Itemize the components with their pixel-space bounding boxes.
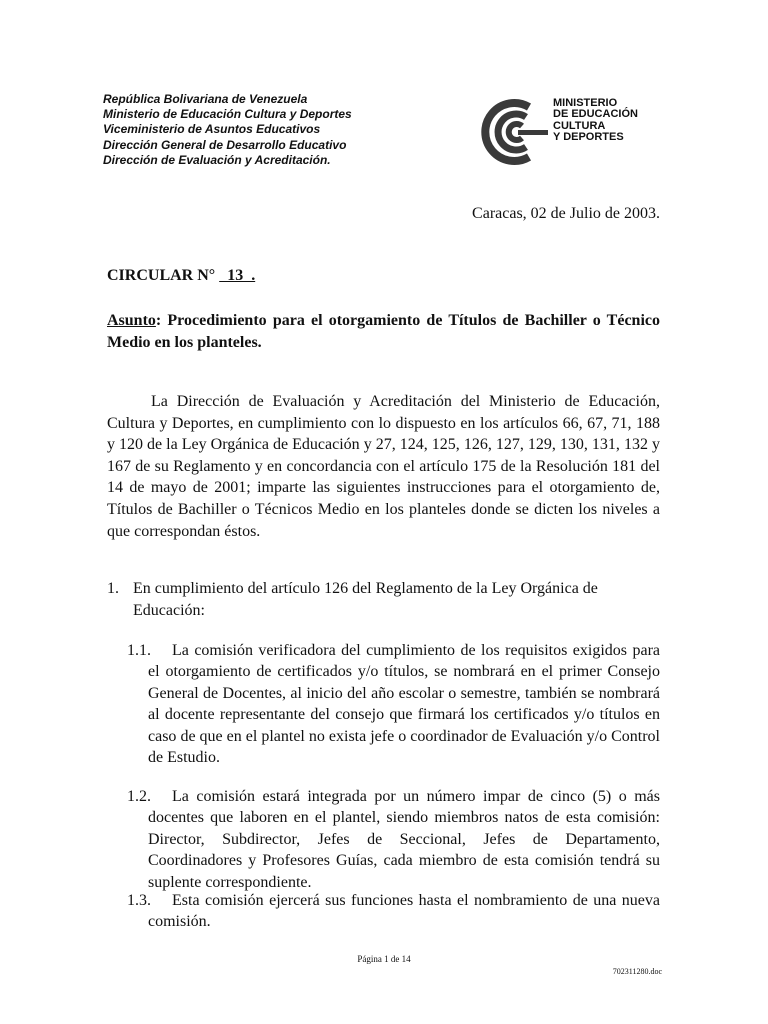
list-item-number: 1.: [107, 580, 119, 597]
sub-list-item: [127, 890, 660, 933]
sub-list-item-number: 1.1.: [127, 642, 151, 659]
intro-paragraph: La Dirección de Evaluación y Acreditación del Ministerio de Educación, Cultura y Deportes, en cumplimiento con lo dispuesto en los artículos 66, 67, 71, 188 y 120 de la Ley Orgánica de Educación y 27, 124, 125, 126, 127, 129, 130, 131, 132 y 167 de su Reglamento y en concordancia con el artículo 175 de la Resolución 181 del 14 de mayo de 2001; imparte las siguientes instrucciones para el otorgamiento de, Títulos de Bachiller o Técnicos Medio en los planteles donde se dicten los niveles a que correspondan éstos.: [107, 393, 660, 540]
sub-list-item-number: 1.3.: [127, 892, 151, 909]
institution-header: [103, 92, 443, 168]
list-item-text: En cumplimiento del artículo 126 del Reglamento de la Ley Orgánica de Educación:: [133, 580, 598, 619]
subject-label: Asunto: [107, 312, 156, 329]
ministry-emblem-icon: [474, 95, 550, 169]
ministry-logo: [474, 95, 674, 169]
page-number: Página 1 de 14: [357, 954, 411, 964]
logo-text: [553, 98, 638, 144]
logo-text-line: DE EDUCACIÓN: [553, 108, 638, 121]
logo-text-line: Y DEPORTES: [553, 131, 624, 144]
logo-text-line: MINISTERIO: [553, 97, 618, 109]
subject-text: : Procedimiento para el otorgamiento de Títulos de Bachiller o Técnico Medio en los planteles.: [107, 312, 660, 351]
header-line: Ministerio de Educación Cultura y Deportes: [103, 107, 352, 122]
list-item: [107, 578, 660, 621]
header-line: Dirección de Evaluación y Acreditación.: [103, 152, 331, 167]
logo-text-line: CULTURA: [553, 119, 606, 132]
document-date: Caracas, 02 de Julio de 2003.: [472, 205, 660, 222]
sub-list-item-text: Esta comisión ejercerá sus funciones hasta el nombramiento de una nueva comisión.: [148, 892, 660, 931]
header-line: Viceministerio de Asuntos Educativos: [103, 122, 321, 137]
sub-list-item: [127, 640, 660, 768]
sub-list-item-text: La comisión verificadora del cumplimiento de los requisitos exigidos para el otorgamiento de certificados y/o títulos, se nombrará en el primer Consejo General de Docentes, al inicio del año escolar o semestre, también se nombrará al docente representante del consejo que firmará los certificados y/o títulos en caso de que en el plantel no exista jefe o coordinador de Evaluación y/o Control de Estudio.: [148, 642, 660, 767]
header-line: Dirección General de Desarrollo Educativo: [103, 137, 347, 152]
header-line: República Bolivariana de Venezuela: [103, 92, 308, 106]
circular-label: CIRCULAR N°: [107, 267, 216, 284]
sub-list-item: [127, 786, 660, 893]
subject-line: [107, 310, 660, 354]
circular-number-value: 13 .: [219, 267, 256, 284]
sub-list-item-number: 1.2.: [127, 788, 151, 805]
circular-number: [107, 267, 255, 285]
sub-list-item-text: La comisión estará integrada por un número impar de cinco (5) o más docentes que laboren en el plantel, siendo miembros natos de esta comisión: Director, Subdirector, Jefes de Seccional, Jefes de Departamento, Coordinadores y Profesores Guías, cada miembro de esta comisión tendrá su suplente correspondiente.: [148, 788, 660, 891]
document-filename: 702311280.doc: [612, 967, 662, 976]
